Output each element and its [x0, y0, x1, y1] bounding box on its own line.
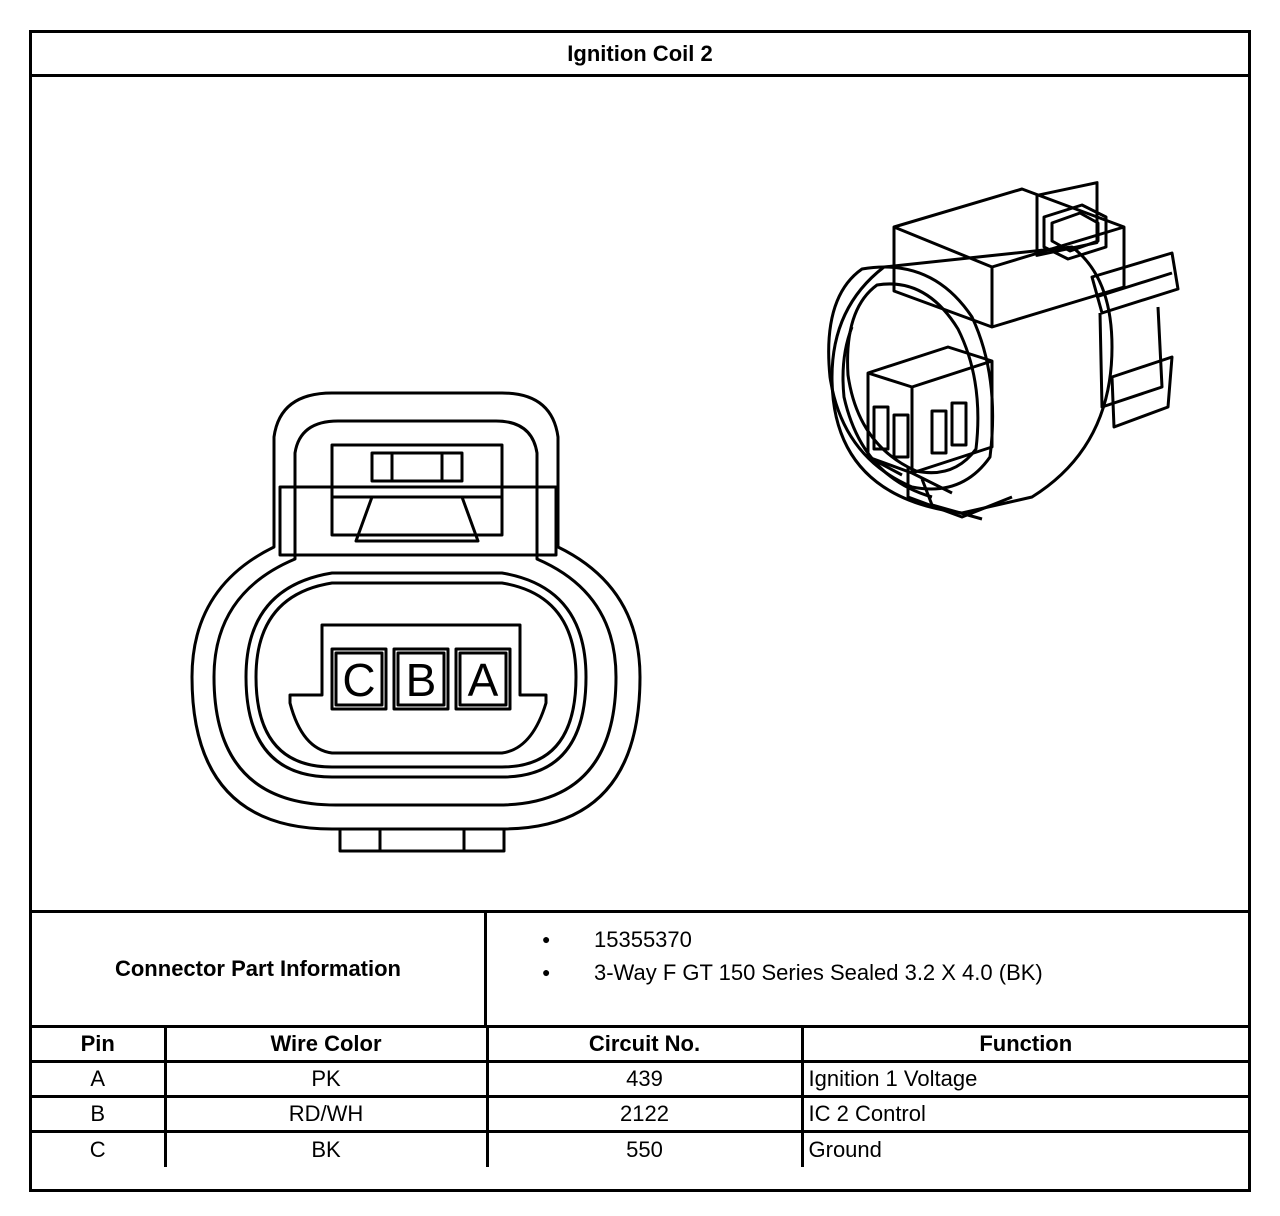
- wire-color-cell: BK: [165, 1132, 487, 1167]
- pin-cell: B: [32, 1097, 165, 1132]
- connector-drawing: [32, 77, 1248, 910]
- pin-cavity-labels: [342, 654, 498, 706]
- wire-color-cell: RD/WH: [165, 1097, 487, 1132]
- part-number: ● 15355370: [487, 923, 1248, 956]
- pin-label-a: A: [467, 654, 499, 706]
- connector-illustration: [32, 77, 1248, 910]
- pin-cell: C: [32, 1132, 165, 1167]
- connector-part-information-label: Connector Part Information: [32, 913, 487, 1025]
- connector-sheet: [29, 30, 1251, 1192]
- header-pin: Pin: [32, 1027, 165, 1062]
- pin-label-c: C: [342, 654, 376, 706]
- circuit-cell: 2122: [487, 1097, 802, 1132]
- table-row: [32, 1097, 1248, 1132]
- wire-color-cell: PK: [165, 1062, 487, 1097]
- function-cell: IC 2 Control: [802, 1097, 1248, 1132]
- connector-description: ● 3-Way F GT 150 Series Sealed 3.2 X 4.0 (BK): [487, 956, 1248, 989]
- pin-table: [32, 1025, 1248, 1167]
- connector-isometric-view: [829, 183, 1178, 519]
- sheet-title: Ignition Coil 2: [32, 33, 1248, 77]
- pin-cell: A: [32, 1062, 165, 1097]
- connector-face-view: [192, 393, 640, 851]
- table-row: [32, 1132, 1248, 1167]
- table-row: [32, 1062, 1248, 1097]
- connector-part-information-list: [487, 913, 1248, 1035]
- pin-label-b: B: [405, 654, 437, 706]
- circuit-cell: 550: [487, 1132, 802, 1167]
- function-cell: Ground: [802, 1132, 1248, 1167]
- header-circuit-no: Circuit No.: [487, 1027, 802, 1062]
- header-function: Function: [802, 1027, 1248, 1062]
- pin-table-header: [32, 1027, 1248, 1062]
- connector-part-information: [32, 910, 1248, 1025]
- circuit-cell: 439: [487, 1062, 802, 1097]
- header-wire-color: Wire Color: [165, 1027, 487, 1062]
- function-cell: Ignition 1 Voltage: [802, 1062, 1248, 1097]
